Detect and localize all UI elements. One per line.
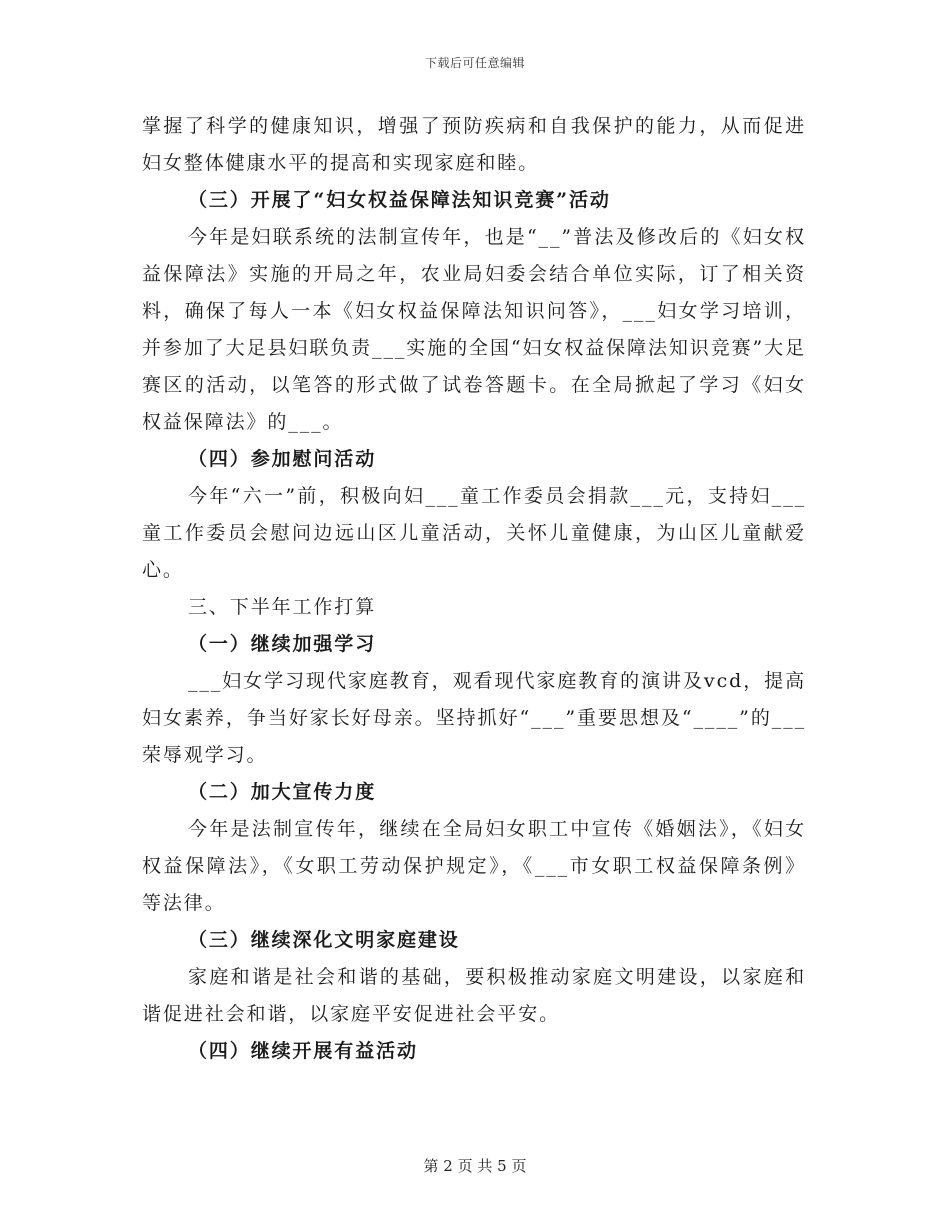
paragraph-family-education: ___妇女学习现代家庭教育，观看现代家庭教育的演讲及vcd，提高妇女素养，争当好家长好母亲。坚持抓好“___”重要思想及“____”的___荣辱观学习。: [142, 670, 806, 766]
paragraph-legal-publicity: 今年是妇联系统的法制宣传年，也是“__”普法及修改后的《妇女权益保障法》实施的开局之年，农业局妇委会结合单位实际，订了相关资料，确保了每人一本《妇女权益保障法知识问答》，___妇女学习培训，并参加了大足县妇联负责___实施的全国“妇女权益保障法知识竞赛”大足赛区的活动，以笔答的形式做了试卷答题卡。在全局掀起了学习《妇女权益保障法》的___。: [142, 226, 806, 433]
heading-publicity-effort: （二）加大宣传力度: [188, 781, 377, 803]
heading-knowledge-contest: （三）开展了“妇女权益保障法知识竞赛”活动: [188, 189, 611, 211]
page-number: 第 2 页 共 5 页: [423, 1157, 527, 1175]
heading-condolence-activity: （四）参加慰问活动: [188, 448, 377, 470]
heading-beneficial-activities: （四）继续开展有益活动: [188, 1040, 418, 1062]
paragraph-family-harmony: 家庭和谐是社会和谐的基础，要积极推动家庭文明建设，以家庭和谐促进社会和谐，以家庭平安促进社会平安。: [142, 966, 806, 1025]
heading-civilized-family: （三）继续深化文明家庭建设: [188, 929, 460, 951]
heading-continue-learning: （一）继续加强学习: [188, 633, 377, 655]
paragraph-health-knowledge: 掌握了科学的健康知识，增强了预防疾病和自我保护的能力，从而促进妇女整体健康水平的提高和实现家庭和睦。: [142, 115, 806, 174]
paragraph-law-publicity: 今年是法制宣传年，继续在全局妇女职工中宣传《婚姻法》，《妇女权益保障法》，《女职工劳动保护规定》，《___市女职工权益保障条例》等法律。: [142, 818, 806, 914]
page-header: 下载后可任意编辑: [424, 56, 525, 70]
paragraph-childrens-day: 今年“六一”前，积极向妇___童工作委员会捐款___元，支持妇___童工作委员会慰问边远山区儿童活动，关怀儿童健康，为山区儿童献爱心。: [142, 485, 806, 581]
document-body: [142, 108, 806, 1070]
section-heading-second-half-plan: 三、下半年工作打算: [188, 596, 377, 618]
